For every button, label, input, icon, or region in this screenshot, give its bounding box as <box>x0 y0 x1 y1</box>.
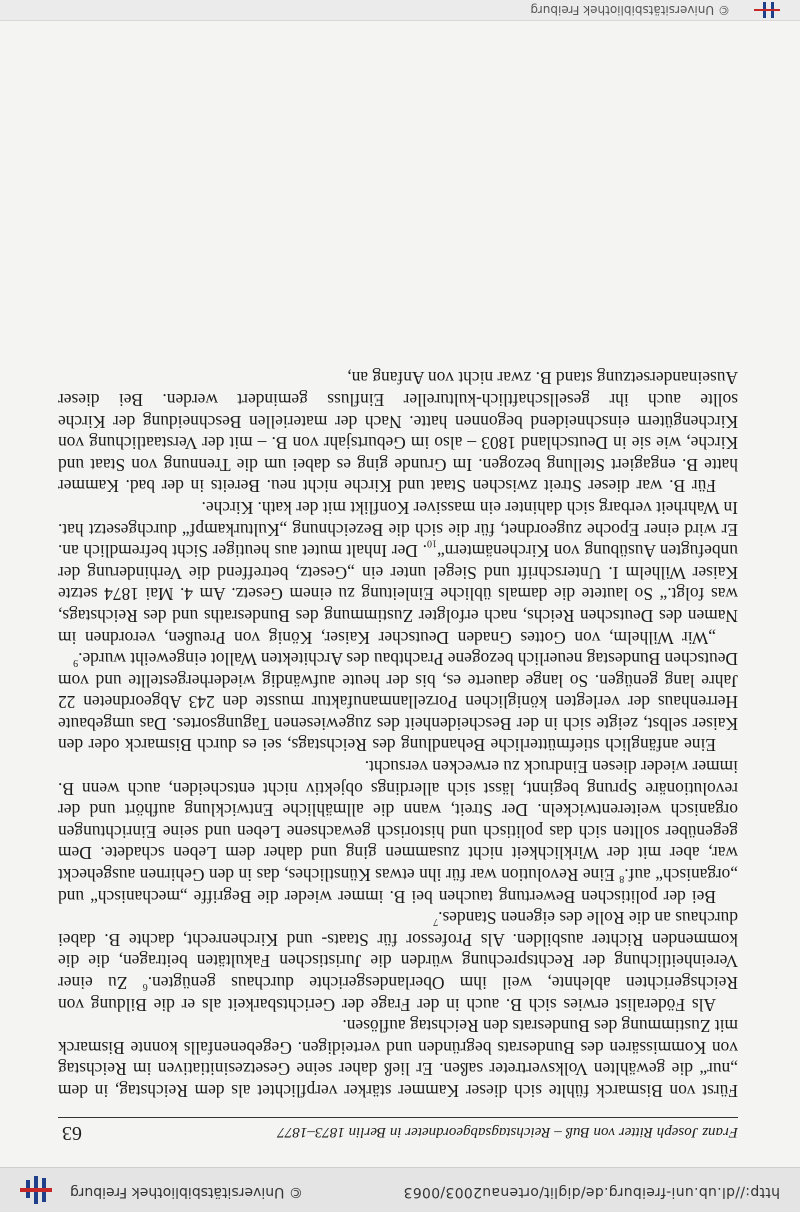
running-head <box>58 1117 738 1144</box>
paragraph-text: Fürst von Bismarck fühlte sich dieser Kammer stärker verpflichtet als dem Reichstag, in dem „nur“ die gewählten Volksvertreter saßen. Er ließ daher seine Gesetzesinitiativen im Reichstag von Kommissären des Bundesrats begründen und verteidigen. Gegebenenfalls konnte Bismarck mit Zustimmung des Bundesrats den Reichstag auflösen. <box>58 1016 738 1101</box>
running-title: Franz Joseph Ritter von Buß – Reichstagsabgeordneter in Berlin 1873–1877 <box>277 1124 738 1140</box>
scan-header-bar <box>0 1167 800 1212</box>
paragraph-text: „Wir Wilhelm, von Gottes Gnaden Deutscher Kaiser, König von Preußen, verordnen im Namen des Deutschen Reichs, nach erfolgter Zustimmung des Bundesraths und des Reichstags, was folgt.“ So lautete die damals übliche Einleitung zu einem Gesetz. Am 4. Mai 1874 setzte Kaiser Wilhelm I. Unterschrift und Siegel unter ein „Gesetz, betreffend die Verhinderung der unbefugten Ausübung von Kirchenämtern“ <box>58 541 738 648</box>
library-logo-icon <box>18 1174 54 1206</box>
paragraph <box>58 756 738 907</box>
paragraph-text: Bei der politischen Bewertung tauchen bei B. immer wieder die Begriffe „mechanisch“ und „organisch“ auf. <box>58 865 738 907</box>
body-text <box>58 367 738 1101</box>
footnote-marker: 7 <box>433 916 439 928</box>
paragraph-text: . Der Inhalt mutet aus heutiger Sicht befremdlich an. Er wird einer Epoche zugeordnet, für die sich die Bezeichnung „Kulturkampf“ durchgesetzt hat. In Wahrheit verbarg sich dahinter ein massiver Konflikt mit der kath. Kirche. <box>58 497 738 562</box>
paragraph-text: Eine Revolution war für ihn etwas Künstliches, das in den Gehirnen ausgeheckt war, aber mit der Wirklichkeit nicht zusammen ging und daher dem Leben schadete. Dem gegenüber sollten sich das politisch und historisch gewachsene Leben und seine Einrichtungen organisch weiterentwickeln. Der Streit, wann die allmähliche Entwicklung aufhört und der revolutionäre Sprung beginnt, lässt sich allerdings objektiv nicht entscheiden, auch wenn B. immer wieder diesen Eindruck zu erwecken versucht. <box>58 757 738 886</box>
paragraph-text: Als Föderalist erwies sich B. auch in der Frage der Gerichtsbarkeit als er die Bildung von Reichsgerichten ablehnte, weil ihm Oberlandesgerichte durchaus genügten. <box>58 973 738 1015</box>
book-page <box>58 84 738 1144</box>
scan-url[interactable]: http://dl.ub.uni-freiburg.de/diglit/ortenau2003/0063 <box>403 1184 780 1200</box>
paragraph-text: Zu einer Vereinheitlichung der Rechtsprechung würden die Juristischen Fakultäten beitragen, die die kommenden Richter ausbilden. Als Professor für Staats- und Kirchenrecht, dachte B. dabei durchaus an die Rolle des eigenen Standes. <box>58 908 738 994</box>
footnote-marker: 9 <box>73 656 79 668</box>
paragraph <box>58 907 738 1015</box>
scan-footer-strip <box>0 0 800 21</box>
footnote-marker: 10 <box>426 537 437 549</box>
paragraph-text: Für B. war dieser Streit zwischen Staat und Kirche nicht neu. Bereits in der bad. Kammer hatte B. engagiert Stellung bezogen. Im Grunde ging es dabei um die Trennung von Staat und Kirche, wie sie in Deutschland 1803 – also im Geburtsjahr von B. – mit der Verstaatlichung von Kirchengütern einschneidend begonnen hatte. Nach der materiellen Beschneidung der Kirche sollte auch ihr gesellschaftlich-kultureller Einfluss gemindert werden. Bei dieser Auseinandersetzung stand B. zwar nicht von Anfang an, <box>58 368 738 497</box>
paragraph <box>58 1015 738 1101</box>
paragraph <box>58 648 738 756</box>
paragraph <box>58 367 738 497</box>
paragraph-text: Eine anfänglich stiefmütterliche Behandlung des Reichstags, sei es durch Bismarck oder den Kaiser selbst, zeigte sich in der Bescheidenheit des zugewiesenen Tagungsortes. Das umgebaute Herrenhaus der verlegten königlichen Porzellanmanufaktur musste den 243 Abgeordneten 22 Jahre lang genügen. So lange dauerte es, bis der heute aufwändig wiederhergestellte und vom Deutschen Bundestag neuerlich bezogene Prachtbau des Architekten Wallot eingeweiht wurde. <box>58 649 738 756</box>
paragraph <box>58 496 738 647</box>
library-mark-icon <box>754 2 780 18</box>
footnote-marker: 6 <box>142 980 148 992</box>
scan-copyright: © Universitätsbibliothek Freiburg <box>70 1184 303 1200</box>
footer-copyright: © Universitätsbibliothek Freiburg <box>530 3 730 17</box>
page-number: 63 <box>62 1122 82 1144</box>
footnote-marker: 8 <box>619 872 625 884</box>
